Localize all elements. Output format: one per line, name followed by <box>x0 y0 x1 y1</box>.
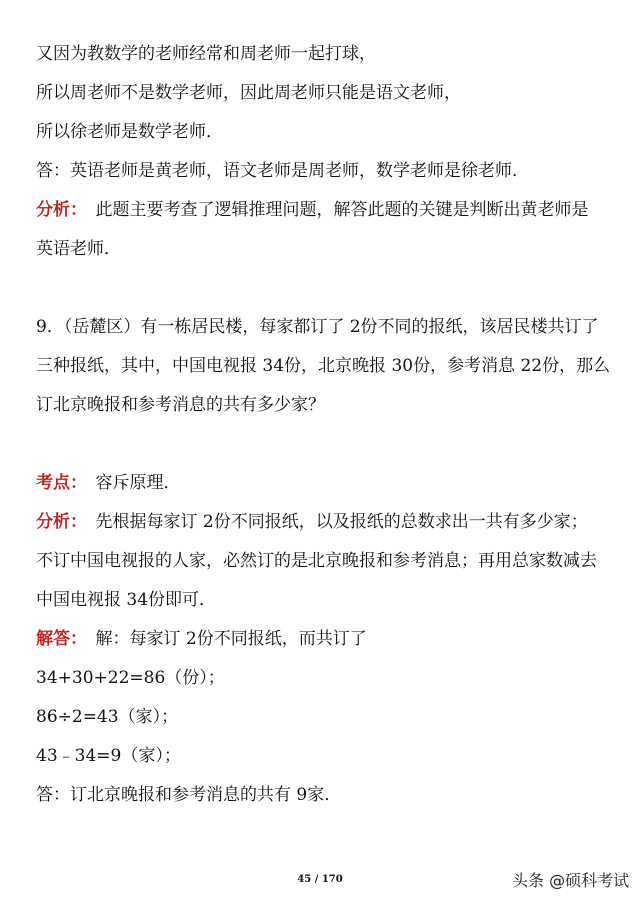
analysis-label: 分析： <box>36 512 79 532</box>
text-line: 不订中国电视报的人家，必然订的是北京晚报和参考消息；再用总家数减去 <box>36 551 597 571</box>
text-line: 英语老师． <box>36 239 121 259</box>
text-line: 又因为教数学的老师经常和周老师一起打球， <box>36 44 376 64</box>
text-line: 所以周老师不是数学老师，因此周老师只能是语文老师， <box>36 83 461 103</box>
text-line: 答：订北京晚报和参考消息的共有 9家． <box>36 785 342 805</box>
text-line: 中国电视报 34份即可． <box>36 590 217 610</box>
text-line: 答：英语老师是黄老师，语文老师是周老师，数学老师是徐老师． <box>36 161 529 181</box>
equation-line: 43﹣34=9（家）； <box>36 746 181 766</box>
question-line: 9．（岳麓区）有一栋居民楼，每家都订了 2份不同的报纸，该居民楼共订了 <box>36 317 599 337</box>
page-number: 45 / 170 <box>297 874 343 885</box>
key-point-label: 考点： <box>36 473 79 493</box>
question-line: 三种报纸，其中，中国电视报 34份，北京晚报 30份，参考消息 22份，那么 <box>36 356 611 376</box>
question-line: 订北京晚报和参考消息的共有多少家？ <box>36 395 325 415</box>
text-line: 解答： 解：每家订 2份不同报纸，而共订了 <box>36 629 367 649</box>
text-line: 分析： 先根据每家订 2份不同报纸，以及报纸的总数求出一共有多少家； <box>36 512 588 532</box>
equation-line: 86÷2=43（家）； <box>36 707 179 727</box>
solution-label: 解答： <box>36 629 79 649</box>
text-line: 考点： 容斥原理． <box>36 473 181 493</box>
equation-line: 34+30+22=86（份）； <box>36 668 225 688</box>
watermark: 头条 @硕科考试 <box>512 871 630 890</box>
text-line: 所以徐老师是数学老师． <box>36 122 223 142</box>
analysis-label: 分析： <box>36 200 79 220</box>
text-line: 分析： 此题主要考查了逻辑推理问题，解答此题的关键是判断出黄老师是 <box>36 200 589 220</box>
